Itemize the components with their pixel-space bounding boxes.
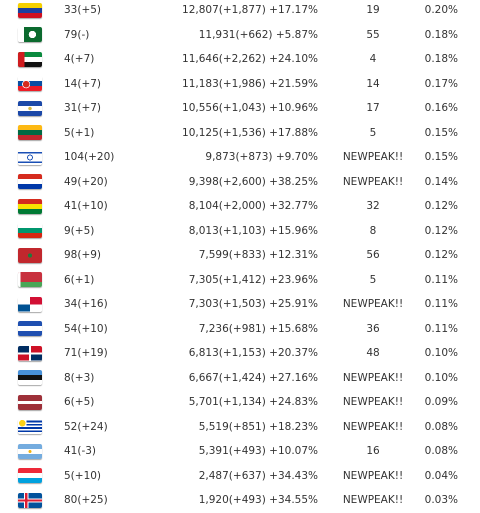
share-cell: 0.20%: [424, 4, 458, 16]
slovakia-flag-icon: [18, 76, 42, 91]
lithuania-flag-icon: [18, 125, 42, 140]
rank-cell: 79(-): [64, 28, 90, 41]
table-row: [0, 488, 480, 513]
share-cell: 0.12%: [424, 249, 458, 261]
bulgaria-flag-icon: [18, 223, 42, 238]
uruguay-flag-icon: [18, 419, 42, 434]
peak-cell: 48: [366, 347, 380, 359]
table-row: [0, 464, 480, 489]
table-row: [0, 121, 480, 146]
peak-cell: 14: [366, 77, 380, 90]
share-cell: 0.16%: [424, 102, 458, 114]
peak-cell: NEWPEAK!!: [342, 298, 404, 310]
table-row: [0, 366, 480, 391]
argentina-flag-icon: [18, 444, 42, 459]
rank-cell: 52(+24): [64, 420, 108, 433]
share-cell: 0.10%: [424, 371, 458, 384]
rank-cell: 41(+10): [64, 200, 108, 212]
table-row: [0, 415, 480, 440]
table-row: [0, 194, 480, 219]
cases-cell: 12,807(+1,877) +17.17%: [182, 4, 318, 16]
honduras-flag-icon: [18, 321, 42, 336]
share-cell: 0.18%: [424, 53, 458, 65]
share-cell: 0.08%: [424, 445, 458, 457]
rank-cell: 8(+3): [64, 371, 95, 384]
table-row: [0, 317, 480, 342]
cases-cell: 11,646(+2,262) +24.10%: [182, 53, 318, 65]
table-row: [0, 390, 480, 415]
cases-cell: 7,599(+833) +12.31%: [198, 249, 318, 261]
cases-cell: 8,104(+2,000) +32.77%: [188, 200, 318, 212]
iceland-flag-icon: [18, 493, 42, 508]
uae-flag-icon: [18, 52, 42, 67]
share-cell: 0.12%: [424, 200, 458, 212]
share-cell: 0.11%: [424, 273, 458, 286]
share-cell: 0.17%: [424, 77, 458, 90]
peak-cell: 16: [366, 445, 380, 457]
share-cell: 0.08%: [424, 420, 458, 433]
rank-cell: 9(+5): [64, 224, 95, 237]
cases-cell: 2,487(+637) +34.43%: [198, 469, 318, 482]
share-cell: 0.03%: [424, 494, 458, 506]
cases-cell: 9,398(+2,600) +38.25%: [188, 175, 318, 188]
peak-cell: 4: [369, 53, 377, 65]
cases-cell: 7,236(+981) +15.68%: [198, 322, 318, 335]
rank-cell: 41(-3): [64, 445, 97, 457]
share-cell: 0.18%: [424, 28, 458, 41]
share-cell: 0.14%: [424, 175, 458, 188]
cases-cell: 9,873(+873) +9.70%: [205, 151, 318, 163]
cases-cell: 11,183(+1,986) +21.59%: [182, 77, 318, 90]
cases-cell: 7,303(+1,503) +25.91%: [188, 298, 318, 310]
rank-cell: 54(+10): [64, 322, 108, 335]
cases-cell: 7,305(+1,412) +23.96%: [188, 273, 318, 286]
rank-cell: 98(+9): [64, 249, 102, 261]
dominican-republic-flag-icon: [18, 346, 42, 361]
cases-cell: 6,813(+1,153) +20.37%: [188, 347, 318, 359]
venezuela-flag-icon: [18, 3, 42, 18]
estonia-flag-icon: [18, 370, 42, 385]
rank-cell: 31(+7): [64, 102, 102, 114]
table-row: [0, 292, 480, 317]
peak-cell: NEWPEAK!!: [342, 371, 404, 384]
table-row: [0, 23, 480, 48]
peak-cell: 17: [366, 102, 380, 114]
cases-cell: 10,125(+1,536) +17.88%: [182, 126, 318, 139]
belarus-flag-icon: [18, 272, 42, 287]
cases-cell: 1,920(+493) +34.55%: [198, 494, 318, 506]
peak-cell: NEWPEAK!!: [342, 469, 404, 482]
rank-cell: 14(+7): [64, 77, 102, 90]
table-row: [0, 96, 480, 121]
cases-cell: 5,701(+1,134) +24.83%: [188, 396, 318, 408]
share-cell: 0.15%: [424, 151, 458, 163]
table-row: [0, 439, 480, 464]
peak-cell: 36: [366, 322, 380, 335]
cases-cell: 11,931(+662) +5.87%: [198, 28, 318, 41]
cases-cell: 6,667(+1,424) +27.16%: [188, 371, 318, 384]
rank-cell: 6(+1): [64, 273, 95, 286]
peak-cell: NEWPEAK!!: [342, 151, 404, 163]
israel-flag-icon: [18, 150, 42, 165]
table-row: [0, 170, 480, 195]
peak-cell: 5: [369, 126, 377, 139]
table-row: [0, 341, 480, 366]
share-cell: 0.11%: [424, 298, 458, 310]
latvia-flag-icon: [18, 395, 42, 410]
morocco-flag-icon: [18, 248, 42, 263]
share-cell: 0.15%: [424, 126, 458, 139]
table-row: [0, 145, 480, 170]
table-row: [0, 47, 480, 72]
cases-cell: 10,556(+1,043) +10.96%: [182, 102, 318, 114]
peak-cell: 56: [366, 249, 380, 261]
el-salvador-flag-icon: [18, 101, 42, 116]
rank-cell: 4(+7): [64, 53, 95, 65]
table-row: [0, 0, 480, 23]
rank-cell: 6(+5): [64, 396, 95, 408]
panama-flag-icon: [18, 297, 42, 312]
bolivia-flag-icon: [18, 199, 42, 214]
rank-cell: 5(+1): [64, 126, 95, 139]
table-row: [0, 219, 480, 244]
luxembourg-flag-icon: [18, 468, 42, 483]
peak-cell: NEWPEAK!!: [342, 494, 404, 506]
table-row: [0, 243, 480, 268]
share-cell: 0.12%: [424, 224, 458, 237]
peak-cell: 55: [366, 28, 380, 41]
rank-cell: 80(+25): [64, 494, 108, 506]
peak-cell: NEWPEAK!!: [342, 175, 404, 188]
rank-cell: 49(+20): [64, 175, 108, 188]
share-cell: 0.11%: [424, 322, 458, 335]
rank-cell: 104(+20): [64, 151, 115, 163]
share-cell: 0.04%: [424, 469, 458, 482]
cases-cell: 5,391(+493) +10.07%: [198, 445, 318, 457]
peak-cell: 5: [369, 273, 377, 286]
peak-cell: 32: [366, 200, 380, 212]
peak-cell: 19: [366, 4, 380, 16]
peak-cell: 8: [369, 224, 377, 237]
peak-cell: NEWPEAK!!: [342, 420, 404, 433]
table-row: [0, 72, 480, 97]
share-cell: 0.10%: [424, 347, 458, 359]
cases-cell: 8,013(+1,103) +15.96%: [188, 224, 318, 237]
rank-cell: 5(+10): [64, 469, 102, 482]
rank-cell: 34(+16): [64, 298, 108, 310]
table-row: [0, 268, 480, 293]
paraguay-flag-icon: [18, 174, 42, 189]
rank-cell: 71(+19): [64, 347, 108, 359]
peak-cell: NEWPEAK!!: [342, 396, 404, 408]
rank-cell: 33(+5): [64, 4, 102, 16]
cases-cell: 5,519(+851) +18.23%: [198, 420, 318, 433]
pakistan-flag-icon: [18, 27, 42, 42]
share-cell: 0.09%: [424, 396, 458, 408]
